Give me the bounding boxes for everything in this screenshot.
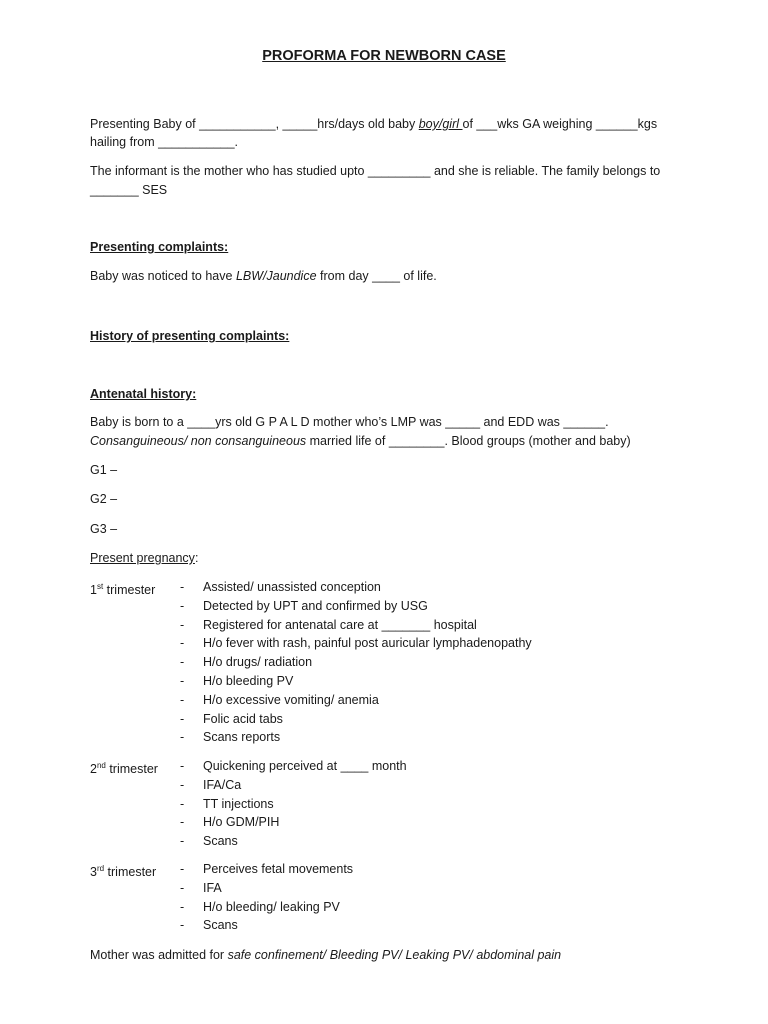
list-item-text: Folic acid tabs: [203, 711, 283, 726]
trimester-ordinal: st: [96, 582, 104, 591]
list-item: - Detected by UPT and confirmed by USG: [180, 598, 428, 613]
list-item: - H/o excessive vomiting/ anemia: [180, 692, 379, 707]
list-item-text: Assisted/ unassisted conception: [203, 580, 381, 594]
list-item: - IFA/Ca: [180, 777, 242, 792]
trimester-number: 2: [90, 762, 97, 777]
g1-line: G1 –: [90, 463, 118, 477]
list-item-text: H/o fever with rash, painful post auricular lymphadenopathy: [203, 636, 532, 651]
page-title: PROFORMA FOR NEWBORN CASE: [262, 48, 506, 64]
complaints-text: from day ____ of life.: [316, 269, 437, 283]
list-item: - H/o bleeding PV: [180, 673, 294, 688]
antenatal-line-1: Baby is born to a ____yrs old G P A L D mother who’s LMP was _____ and EDD was ______.: [90, 415, 609, 429]
present-pregnancy-colon: :: [194, 551, 199, 565]
list-item: - Folic acid tabs: [180, 711, 283, 726]
g3-line: G3 –: [90, 522, 118, 536]
list-item-text: IFA: [203, 880, 222, 895]
intro-line-2: hailing from ___________.: [90, 135, 239, 149]
list-item-text: H/o bleeding/ leaking PV: [203, 899, 340, 914]
list-item: - IFA: [180, 880, 222, 895]
trimester-number: 3: [90, 865, 97, 880]
complaints-text: Baby was noticed to have: [90, 269, 236, 283]
list-item: - Assisted/ unassisted conception: [180, 580, 381, 594]
intro-line-1: [90, 115, 657, 133]
list-item: - H/o fever with rash, painful post auricular lymphadenopathy: [180, 636, 532, 651]
list-item-text: H/o GDM/PIH: [203, 815, 280, 830]
trimester-3-list: [180, 860, 353, 935]
list-item: - Perceives fetal movements: [180, 862, 354, 876]
list-item: - Quickening perceived at ____ month: [180, 759, 407, 773]
trimester-ordinal: nd: [96, 761, 106, 770]
trimester-2-label: [90, 757, 158, 778]
trimester-number: 1: [90, 583, 97, 598]
antenatal-line-2: [90, 432, 631, 450]
list-item: - Registered for antenatal care at _______ hospital: [180, 617, 477, 632]
intro-text: Presenting Baby of ___________, _____hrs/days old baby: [90, 117, 419, 131]
list-item-text: Perceives fetal movements: [203, 862, 354, 876]
list-item: - H/o bleeding/ leaking PV: [180, 899, 340, 914]
list-item: - H/o drugs/ radiation: [180, 655, 313, 670]
list-item-text: Detected by UPT and confirmed by USG: [203, 598, 428, 613]
trimester-1-list: [180, 578, 532, 747]
trimester-2-list: [180, 757, 407, 851]
trimester-3-label: [90, 860, 156, 881]
trimester-ordinal: rd: [96, 864, 105, 873]
intro-line-4: _______ SES: [90, 183, 168, 197]
list-item: - Scans: [180, 834, 238, 849]
list-item-text: IFA/Ca: [203, 777, 242, 792]
hpc-heading: History of presenting complaints:: [90, 329, 290, 343]
antenatal-heading: Antenatal history:: [90, 387, 197, 401]
list-item: - TT injections: [180, 796, 274, 811]
list-item-text: H/o excessive vomiting/ anemia: [203, 692, 379, 707]
present-pregnancy-label: Present pregnancy: [90, 551, 195, 565]
trimester-1-label: [90, 578, 155, 599]
admission-line: [90, 946, 561, 964]
presenting-complaints-heading: Presenting complaints:: [90, 240, 229, 254]
list-item: - Scans reports: [180, 730, 281, 745]
list-item-text: Registered for antenatal care at _______ hospital: [203, 617, 477, 632]
trimester-word: trimester: [105, 762, 158, 777]
consanguinity: Consanguineous/ non consanguineous: [90, 434, 307, 448]
intro-gender: boy/girl: [418, 117, 463, 131]
present-pregnancy-heading: [90, 549, 198, 567]
list-item: - H/o GDM/PIH: [180, 815, 280, 830]
intro-line-3: The informant is the mother who has studied upto _________ and she is reliable. The family belongs to: [90, 164, 661, 178]
list-item-text: H/o drugs/ radiation: [203, 655, 313, 670]
presenting-complaints-text: [90, 267, 437, 285]
intro-text: of ___wks GA weighing ______kgs: [462, 117, 658, 131]
admission-reasons: safe confinement/ Bleeding PV/ Leaking PV/ abdominal pain: [227, 948, 562, 962]
list-item-text: TT injections: [203, 796, 274, 811]
list-item-text: Scans: [203, 834, 238, 849]
list-item-text: Scans reports: [203, 730, 281, 745]
antenatal-text: married life of ________. Blood groups (mother and baby): [306, 434, 631, 448]
g2-line: G2 –: [90, 492, 118, 506]
list-item: - Scans: [180, 918, 238, 933]
list-item-text: Scans: [203, 918, 238, 933]
trimester-word: trimester: [104, 865, 157, 880]
admission-text: Mother was admitted for: [90, 948, 228, 962]
complaints-condition: LBW/Jaundice: [235, 269, 317, 283]
trimester-word: trimester: [103, 583, 156, 598]
list-item-text: Quickening perceived at ____ month: [203, 759, 407, 773]
list-item-text: H/o bleeding PV: [203, 673, 294, 688]
